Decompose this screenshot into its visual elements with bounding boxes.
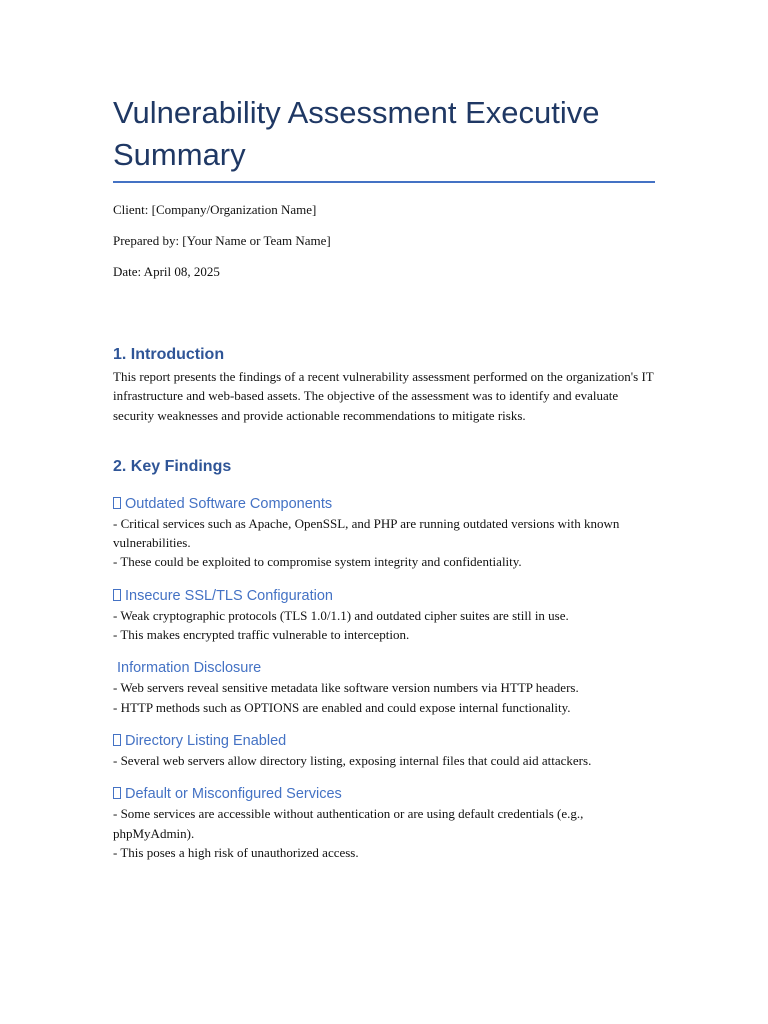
finding-heading bbox=[113, 658, 655, 678]
missing-glyph-icon bbox=[113, 497, 121, 509]
finding-section bbox=[113, 784, 655, 862]
finding-title: Insecure SSL/TLS Configuration bbox=[125, 587, 333, 604]
finding-line: - This makes encrypted traffic vulnerable to interception. bbox=[113, 627, 410, 643]
finding-line: - Weak cryptographic protocols (TLS 1.0/1.1) and outdated cipher suites are still in use. bbox=[113, 607, 569, 623]
date-line: Date: April 08, 2025 bbox=[113, 264, 220, 279]
introduction-body: This report presents the findings of a recent vulnerability assessment performed on the organization's IT infrastructure and web-based assets. The objective of the assessment was to identify and evaluate security weaknesses and provide actionable recommendations to mitigate risks. bbox=[113, 369, 654, 423]
finding-title: Default or Misconfigured Services bbox=[125, 786, 342, 803]
client-line: Client: [Company/Organization Name] bbox=[113, 202, 317, 217]
finding-heading bbox=[113, 784, 655, 804]
finding-heading bbox=[113, 586, 655, 606]
finding-lines bbox=[113, 606, 655, 645]
finding-section bbox=[113, 586, 655, 645]
finding-title: Information Disclosure bbox=[117, 660, 262, 677]
missing-glyph-icon bbox=[113, 734, 121, 746]
finding-lines bbox=[113, 751, 655, 770]
finding-section bbox=[113, 494, 655, 572]
finding-line: - Some services are accessible without authentication or are using default credentials (e.g., phpMyAdmin). bbox=[113, 806, 584, 841]
missing-glyph-icon bbox=[113, 589, 121, 601]
finding-heading bbox=[113, 731, 655, 751]
finding-line: - Critical services such as Apache, OpenSSL, and PHP are running outdated versions with known vulnerabilities. bbox=[113, 515, 620, 551]
finding-section bbox=[113, 658, 655, 717]
document-title: Vulnerability Assessment Executive Summary bbox=[113, 92, 655, 183]
key-findings-heading: 2. Key Findings bbox=[113, 457, 232, 475]
finding-heading bbox=[113, 494, 655, 514]
finding-line: - HTTP methods such as OPTIONS are enabled and could expose internal functionality. bbox=[113, 699, 571, 715]
finding-line: - Web servers reveal sensitive metadata like software version numbers via HTTP headers. bbox=[113, 680, 579, 696]
finding-title: Directory Listing Enabled bbox=[125, 732, 287, 749]
prepared-by-line: Prepared by: [Your Name or Team Name] bbox=[113, 233, 331, 248]
finding-lines bbox=[113, 514, 655, 572]
finding-line: - These could be exploited to compromise system integrity and confidentiality. bbox=[113, 554, 522, 570]
finding-lines bbox=[113, 678, 655, 717]
finding-line: - Several web servers allow directory listing, exposing internal files that could aid attackers. bbox=[113, 752, 592, 768]
finding-line: - This poses a high risk of unauthorized access. bbox=[113, 844, 359, 860]
finding-title: Outdated Software Components bbox=[125, 495, 333, 512]
finding-lines bbox=[113, 804, 655, 862]
introduction-heading: 1. Introduction bbox=[113, 346, 225, 363]
missing-glyph-icon bbox=[113, 787, 121, 799]
finding-section bbox=[113, 731, 655, 770]
document-content bbox=[113, 92, 655, 862]
